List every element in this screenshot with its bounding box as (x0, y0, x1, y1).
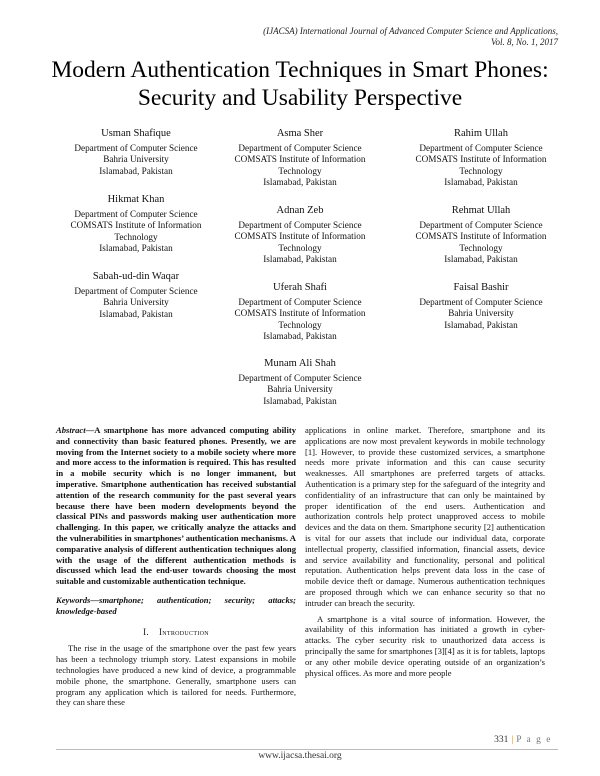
author-affiliation-line: Technology (278, 319, 322, 330)
body-paragraph: A smartphone is a vital source of information. However, the availability of this information has initiated a growth in cyber-attacks. The cyber security risk to unauthorized data access is principally the same for smartphones [3][4] as it is for tablets, laptops or any other mobile device operating outside of an organization’s physical offices. As more and more people (305, 613, 545, 678)
journal-url: www.ijacsa.thesai.org (258, 751, 342, 761)
author-affiliation-line: Department of Computer Science (238, 297, 362, 307)
author-name: Uferah Shafi (273, 282, 327, 293)
author-affiliation-line: Islamabad, Pakistan (444, 319, 518, 330)
section-heading (56, 627, 296, 638)
page-word: P a g e (516, 735, 552, 745)
author-name: Hikmat Khan (107, 194, 165, 205)
author-block (205, 357, 395, 407)
page-number (494, 735, 552, 745)
author-affiliation-line: Technology (459, 242, 503, 253)
abstract-text: —A smartphone has more advanced computing ability and connectivity than basic featured phones. Presently, we are moving from the Internet society to a mobile society where more and more access to the information is required. This has resulted in a mobile security which is no longer immanent, but imperative. Smartphone authentication has received substantial attention of the research community for the past several years because there have been modern developments beyond the classical PINs and passwords making user authentication more challenging. In this paper, we critically analyze the attacks and the vulnerabilities in smartphones’ authentication mechanisms. A comparative analysis of different authentication techniques along with the usage of the different authentication methods is discussed which lead the end-user towards choosing the most suitable and customizable authentication technique. (56, 425, 296, 587)
footer-divider (56, 749, 558, 750)
author-affiliation-line: Bahria University (448, 308, 514, 319)
author-affiliation-line: Department of Computer Science (238, 373, 362, 383)
author-affiliation-line: Technology (114, 231, 158, 242)
author-block (205, 281, 395, 342)
author-name: Rehmat Ullah (451, 205, 511, 216)
journal-volume: Vol. 8, No. 1, 2017 (490, 37, 558, 47)
author-affiliation-line: Islamabad, Pakistan (99, 165, 173, 176)
title-line-2: Security and Usability Perspective (137, 85, 463, 111)
section-title: Introduction (158, 626, 209, 637)
title-line-1: Modern Authentication Techniques in Smart Phones: (51, 57, 549, 83)
author-name: Munam Ali Shah (264, 358, 336, 369)
right-column (305, 425, 545, 683)
author-name: Faisal Bashir (453, 282, 509, 293)
author-block (205, 127, 395, 188)
author-name: Rahim Ullah (454, 128, 508, 139)
author-name: Usman Shafique (101, 128, 171, 139)
section-number: I. (143, 626, 149, 637)
author-block (41, 193, 231, 254)
author-affiliation-line: Department of Computer Science (419, 143, 543, 153)
author-affiliation-line: Technology (278, 165, 322, 176)
author-affiliation-line: Department of Computer Science (74, 209, 198, 219)
author-affiliation-line: Department of Computer Science (238, 143, 362, 153)
author-affiliation-line: COMSATS Institute of Information (234, 231, 366, 242)
author-affiliation-line: COMSATS Institute of Information (415, 231, 547, 242)
author-affiliation-line: Islamabad, Pakistan (263, 253, 337, 264)
page-separator: | (511, 735, 514, 745)
author-block (386, 204, 576, 265)
abstract-label: Abstract (56, 425, 86, 435)
author-block (205, 204, 395, 265)
author-name: Adnan Zeb (276, 205, 324, 216)
author-affiliation-line: Department of Computer Science (419, 297, 543, 307)
author-affiliation-line: Technology (459, 165, 503, 176)
author-affiliation-line: COMSATS Institute of Information (70, 220, 202, 231)
author-affiliation-line: Department of Computer Science (419, 220, 543, 230)
author-affiliation-line: COMSATS Institute of Information (234, 154, 366, 165)
author-affiliation-line: Islamabad, Pakistan (99, 308, 173, 319)
author-block (386, 281, 576, 331)
author-affiliation-line: Bahria University (103, 297, 169, 308)
page-number-value: 331 (494, 735, 509, 745)
author-block (386, 127, 576, 188)
intro-paragraph: The rise in the usage of the smartphone over the past few years has been a technology triumph story. Latest expansions in mobile technologies have produced a new kind of device, a programmable mobile phone, the smartphone. Generally, smartphone users can program any application which is tailored for needs. Furthermore, they can share these (56, 643, 296, 708)
author-affiliation-line: Islamabad, Pakistan (444, 253, 518, 264)
author-affiliation-line: Islamabad, Pakistan (99, 242, 173, 253)
author-affiliation-line: Technology (278, 242, 322, 253)
author-affiliation-line: Islamabad, Pakistan (263, 330, 337, 341)
author-affiliation-line: Islamabad, Pakistan (263, 395, 337, 406)
paper-title (30, 56, 570, 112)
author-affiliation-line: Department of Computer Science (238, 220, 362, 230)
author-block (41, 127, 231, 177)
journal-name: (IJACSA) International Journal of Advanced Computer Science and Applications, (263, 26, 558, 36)
author-affiliation-line: Department of Computer Science (74, 286, 198, 296)
author-block (41, 270, 231, 320)
journal-header (263, 26, 558, 48)
author-affiliation-line: Islamabad, Pakistan (263, 176, 337, 187)
left-column (56, 425, 296, 713)
author-affiliation-line: COMSATS Institute of Information (415, 154, 547, 165)
body-paragraph: applications in online market. Therefore, smartphone and its applications are now most prevalent keywords in mobile technology [1]. However, to provide these customized services, a smartphone needs more private information and this can cause security weaknesses. All smartphones are preferred targets of attacks. Authentication is a primary step for the safeguard of the integrity and confidentiality of an infrastructure that can only be maintained by proper identification of the end users. Authentication and authorization controls help protect unapproved access to mobile devices and the data on them. Smartphone security [2] authentication is vital for our assets that include our individual data, corporate intellectual property, classified information, financial assets, device and service availability and functionality, personal and political reputation. Authentication helps prevent data loss in the case of mobile device theft or damage. Numerous authentication techniques are proposed through which we can enhance security so that no intruder can breach the security. (305, 425, 545, 608)
keywords: Keywords—smartphone; authentication; security; attacks; knowledge-based (56, 594, 296, 616)
author-affiliation-line: Bahria University (103, 154, 169, 165)
author-affiliation-line: Islamabad, Pakistan (444, 176, 518, 187)
author-name: Sabah-ud-din Waqar (92, 271, 180, 282)
author-name: Asma Sher (276, 128, 324, 139)
abstract (56, 425, 296, 587)
author-affiliation-line: Department of Computer Science (74, 143, 198, 153)
author-affiliation-line: Bahria University (267, 384, 333, 395)
author-affiliation-line: COMSATS Institute of Information (234, 308, 366, 319)
